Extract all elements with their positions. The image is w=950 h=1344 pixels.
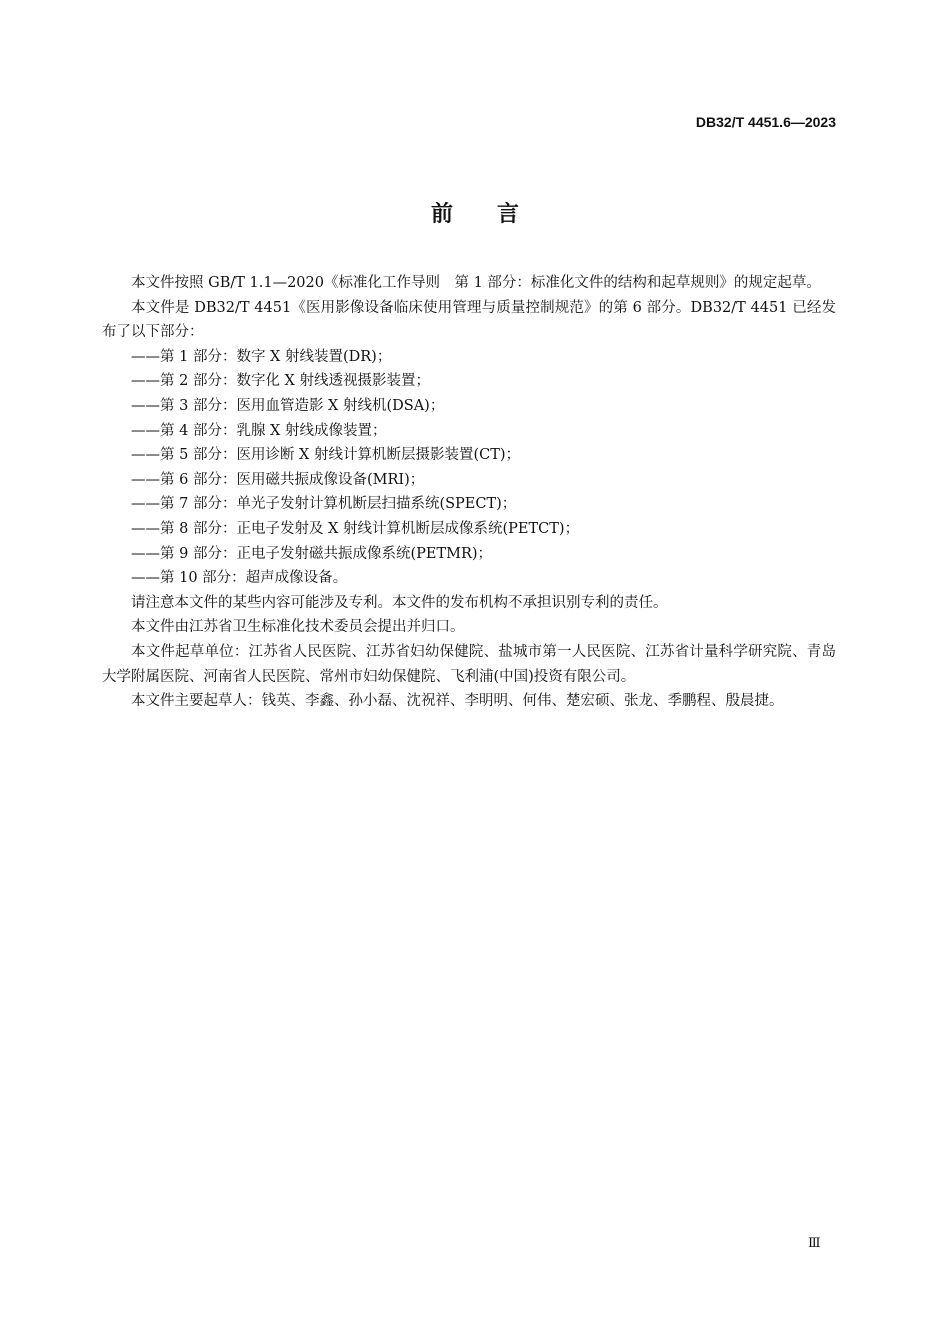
- list-item: ——第 3 部分：医用血管造影 X 射线机(DSA)；: [131, 397, 445, 414]
- foreword-body: [102, 271, 836, 714]
- list-item: ——第 1 部分：数字 X 射线装置(DR)；: [131, 348, 392, 365]
- list-item: ——第 6 部分：医用磁共振成像设备(MRI)；: [131, 471, 425, 488]
- page-title: 前言: [430, 202, 563, 227]
- list-item: ——第 10 部分：超声成像设备。: [131, 570, 348, 587]
- paragraph: 本文件主要起草人：钱英、李鑫、孙小磊、沈祝祥、李明明、何伟、楚宏硕、张龙、季鹏程、殷晨捷。: [131, 693, 784, 710]
- list-item: ——第 8 部分：正电子发射及 X 射线计算机断层成像系统(PETCT)；: [131, 520, 580, 537]
- paragraph: 本文件由江苏省卫生标准化技术委员会提出并归口。: [131, 619, 465, 636]
- paragraph: 本文件起草单位：江苏省人民医院、江苏省妇幼保健院、盐城市第一人民医院、江苏省计量科学研究院、青岛大学附属医院、河南省人民医院、常州市妇幼保健院、飞利浦(中国)投资有限公司。: [102, 643, 836, 685]
- list-item: ——第 2 部分：数字化 X 射线透视摄影装置；: [131, 373, 430, 390]
- list-item: ——第 4 部分：乳腺 X 射线成像装置；: [131, 422, 387, 439]
- page-number: Ⅲ: [808, 1236, 821, 1251]
- list-item: ——第 5 部分：医用诊断 X 射线计算机断层摄影装置(CT)；: [131, 447, 521, 464]
- paragraph: 本文件是 DB32/T 4451《医用影像设备临床使用管理与质量控制规范》的第 6 部分。DB32/T 4451 已经发布了以下部分：: [102, 299, 836, 341]
- document-number: DB32/T 4451.6—2023: [695, 114, 836, 130]
- paragraph: 本文件按照 GB/T 1.1—2020《标准化工作导则 第 1 部分：标准化文件的结构和起草规则》的规定起草。: [131, 275, 821, 291]
- list-item: ——第 7 部分：单光子发射计算机断层扫描系统(SPECT)；: [131, 496, 517, 513]
- list-item: ——第 9 部分：正电子发射磁共振成像系统(PETMR)；: [131, 545, 493, 562]
- paragraph: 请注意本文件的某些内容可能涉及专利。本文件的发布机构不承担识别专利的责任。: [131, 594, 668, 611]
